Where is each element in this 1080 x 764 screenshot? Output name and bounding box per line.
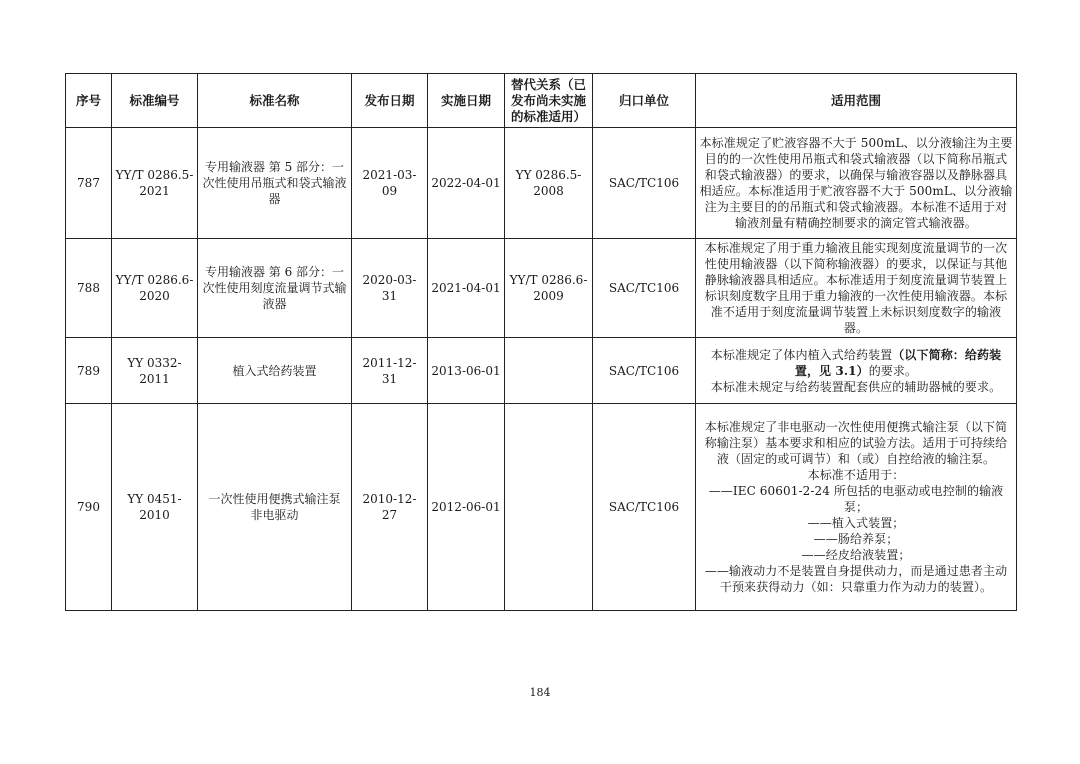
- standards-table: [65, 73, 1017, 611]
- header-publish-date: 发布日期: [352, 74, 428, 128]
- row-replacement: YY 0286.5-2008: [505, 128, 593, 239]
- row-code: YY 0332-2011: [112, 338, 198, 404]
- row-implement-date: 2012-06-01: [428, 404, 505, 611]
- row-name: 植入式给药装置: [198, 338, 352, 404]
- scope-paragraph: 本标准不适用于：: [807, 468, 905, 482]
- row-scope: [696, 404, 1017, 611]
- row-implement-date: 2021-04-01: [428, 239, 505, 338]
- row-name: 专用输液器 第 5 部分：一次性使用吊瓶式和袋式输液器: [198, 128, 352, 239]
- row-no: 787: [66, 128, 112, 239]
- table-row: [66, 128, 1017, 239]
- row-scope: [696, 128, 1017, 239]
- header-no: 序号: [66, 74, 112, 128]
- row-implement-date: 2022-04-01: [428, 128, 505, 239]
- page-number: 184: [529, 686, 551, 699]
- scope-paragraph: 本标准规定了贮液容器不大于 500mL、以分液输注为主要目的的一次性使用吊瓶式和袋式输液器（以下简称吊瓶式和袋式输液器）的要求，以确保与输液容器以及静脉器具相适应。本标准适用于贮液容器不大于 500mL、以分液输注为主要目的的吊瓶式和袋式输液器。本标准不适用于对输液剂量有精确控制要求的滴定管式输液器。: [699, 136, 1013, 230]
- scope-paragraph: ——肠给养泵；: [813, 532, 899, 546]
- row-unit: SAC/TC106: [593, 404, 696, 611]
- row-no: 788: [66, 239, 112, 338]
- scope-paragraph: 本标准未规定与给药装置配套供应的辅助器械的要求。: [710, 379, 1002, 394]
- scope-paragraph: ——植入式装置；: [807, 516, 905, 530]
- row-replacement: [505, 404, 593, 611]
- row-unit: SAC/TC106: [593, 239, 696, 338]
- scope-paragraph: 本标准规定了用于重力输液且能实现刻度流量调节的一次性使用输液器（以下简称输液器）的要求，以保证与其他静脉输液器具相适应。本标准适用于刻度流量调节装置上标识刻度数字且用于重力输液的一次性使用输液器。本标准不适用于刻度流量调节装置上未标识刻度数字的输液器。: [704, 241, 1008, 335]
- row-code: YY/T 0286.5-2021: [112, 128, 198, 239]
- scope-bold-text: （以下简称：给药装置，见 3.1）: [794, 347, 1002, 378]
- row-publish-date: 2021-03-09: [352, 128, 428, 239]
- row-implement-date: 2013-06-01: [428, 338, 505, 404]
- row-unit: SAC/TC106: [593, 128, 696, 239]
- scope-text: 的要求。: [868, 363, 918, 378]
- header-name: 标准名称: [198, 74, 352, 128]
- header-replacement: 替代关系（已发布尚未实施的标准适用）: [505, 74, 593, 128]
- row-code: YY/T 0286.6-2020: [112, 239, 198, 338]
- header-unit: 归口单位: [593, 74, 696, 128]
- row-publish-date: 2010-12-27: [352, 404, 428, 611]
- row-no: 789: [66, 338, 112, 404]
- table-row: [66, 404, 1017, 611]
- header-implement-date: 实施日期: [428, 74, 505, 128]
- row-name: 一次性使用便携式输注泵 非电驱动: [198, 404, 352, 611]
- header-row: [66, 74, 1017, 128]
- row-scope: [696, 338, 1017, 404]
- table-row: [66, 239, 1017, 338]
- row-name: 专用输液器 第 6 部分：一次性使用刻度流量调节式输液器: [198, 239, 352, 338]
- scope-paragraph: ——IEC 60601-2-24 所包括的电驱动或电控制的输液泵；: [708, 484, 1004, 514]
- header-code: 标准编号: [112, 74, 198, 128]
- row-publish-date: 2020-03-31: [352, 239, 428, 338]
- row-no: 790: [66, 404, 112, 611]
- table-row: [66, 338, 1017, 404]
- row-replacement: YY/T 0286.6-2009: [505, 239, 593, 338]
- row-replacement: [505, 338, 593, 404]
- scope-paragraph: [699, 347, 1013, 379]
- scope-text: 本标准规定了体内植入式给药装置: [710, 347, 893, 362]
- row-publish-date: 2011-12-31: [352, 338, 428, 404]
- scope-paragraph: 本标准规定了非电驱动一次性使用便携式输注泵（以下简称输注泵）基本要求和相应的试验方法。适用于可持续给液（固定的或可调节）和（或）自控给液的输注泵。: [704, 420, 1008, 466]
- scope-paragraph: ——输液动力不是装置自身提供动力，而是通过患者主动干预来获得动力（如：只靠重力作为动力的装置）。: [704, 564, 1008, 594]
- header-scope: 适用范围: [696, 74, 1017, 128]
- row-code: YY 0451-2010: [112, 404, 198, 611]
- row-scope: [696, 239, 1017, 338]
- scope-paragraph: ——经皮给液装置；: [801, 548, 911, 562]
- row-unit: SAC/TC106: [593, 338, 696, 404]
